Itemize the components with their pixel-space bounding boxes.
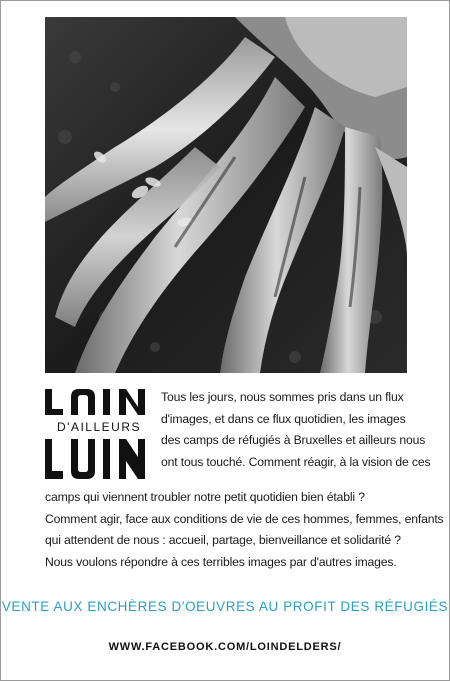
body-line: qui attendent de nous : accueil, partage, bienveillance et solidarité ? bbox=[45, 533, 401, 547]
auction-headline: VENTE AUX ENCHÈRES D'OEUVRES AU PROFIT DES RÉFUGIÉS bbox=[1, 598, 449, 615]
body-paragraph bbox=[45, 487, 444, 573]
facebook-link[interactable]: WWW.FACEBOOK.COM/LOINDELDERS/ bbox=[108, 641, 342, 653]
tree-roots-photo bbox=[45, 17, 407, 373]
tree-roots-image bbox=[45, 17, 407, 373]
body-line: camps qui viennent troubler notre petit quotidien bien établi ? bbox=[45, 490, 365, 504]
body-line: Nous voulons répondre à ces terribles images par d'autres images. bbox=[45, 554, 397, 569]
body-line: Tous les jours, nous sommes pris dans un flux bbox=[161, 390, 404, 404]
body-line: d'images, et dans ce flux quotidien, les images bbox=[161, 411, 406, 426]
logo-graphic bbox=[45, 389, 153, 479]
body-line: des camps de réfugiés à Bruxelles et ailleurs nous bbox=[161, 433, 426, 447]
body-line: Comment agir, face aux conditions de vie de ces hommes, femmes, enfants bbox=[45, 511, 444, 526]
logo-subtitle: D'AILLEURS bbox=[57, 420, 141, 434]
intro-paragraph bbox=[161, 387, 431, 473]
body-line: ont tous touché. Comment réagir, à la vision de ces bbox=[161, 454, 431, 469]
loin-dailleurs-logo bbox=[45, 389, 153, 479]
